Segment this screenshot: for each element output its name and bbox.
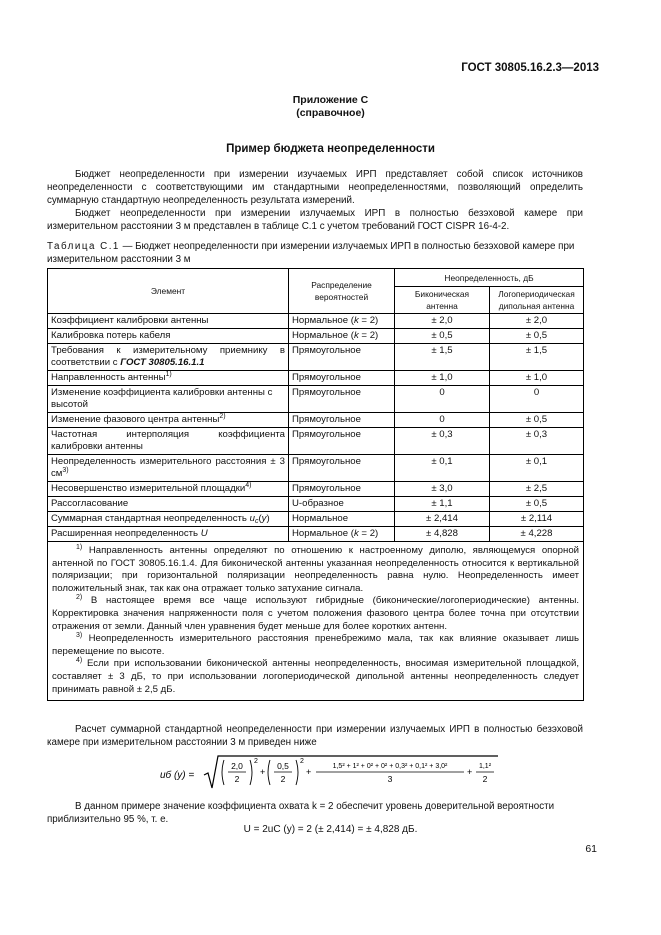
table-notes (48, 542, 584, 701)
cell-bic: ± 2,0 (395, 314, 490, 329)
cell-distribution: Прямоугольное (289, 482, 395, 497)
cell-bic: ± 1,0 (395, 371, 490, 386)
cell-element: Калибровка потерь кабеля (48, 329, 289, 344)
calc-paragraph: Расчет суммарной стандартной неопределенности при измерении излучаемых ИРП в полностью безэховой камере при измерительном расстоянии 3 м приведен ниже (47, 724, 583, 748)
cell-log: ± 2,5 (490, 482, 584, 497)
cell-element: Направленность антенны$^{1)}$ (48, 371, 289, 386)
cell-element: Рассогласование (48, 497, 289, 512)
cell-distribution: Нормальное (289, 512, 395, 527)
table-row (48, 329, 584, 344)
cell-log: ± 0,1 (490, 455, 584, 482)
table-row (48, 428, 584, 455)
cell-log: ± 2,0 (490, 314, 584, 329)
cell-bic: ± 4,828 (395, 527, 490, 542)
uncertainty-table (47, 268, 584, 701)
cell-bic: ± 0,5 (395, 329, 490, 344)
cell-log: ± 0,3 (490, 428, 584, 455)
header-distribution: Распределение вероятностей (289, 269, 395, 314)
term4-den: 2 (482, 774, 488, 784)
paren-left (268, 760, 270, 785)
cell-element: Коэффициент калибровки антенны (48, 314, 289, 329)
table-caption (47, 240, 587, 266)
cell-element: Расширенная неопределенность U (48, 527, 289, 542)
paren-right (250, 760, 252, 785)
footnote-3: $^{3)}$ Неопределенность измерительного расстояния пренебрежимо мала, так как влияние оказывает лишь перемещение по высоте. (52, 632, 580, 657)
section-title: Пример бюджета неопределенности (226, 143, 435, 155)
cell-distribution: Прямоугольное (289, 428, 395, 455)
doc-id: ГОСТ 30805.16.2.3—2013 (461, 62, 599, 74)
table-row (48, 386, 584, 413)
formula-lhs: uб (y) = (160, 770, 195, 781)
cell-element: Требования к измерительному приемнику в соответствии с ГОСТ 30805.16.1.1 (48, 344, 289, 371)
cell-distribution: U-образное (289, 497, 395, 512)
header-uncertainty: Неопределенность, дБ (395, 269, 584, 287)
term3-den: 3 (387, 774, 393, 784)
term1-sq: 2 (254, 758, 258, 765)
term2-sq: 2 (300, 758, 304, 765)
cell-log: ± 1,5 (490, 344, 584, 371)
table-row (48, 314, 584, 329)
cell-element: Неопределенность измерительного расстояния ± 3 $см^{3)}$ (48, 455, 289, 482)
term2-num: 0,5 (277, 761, 289, 771)
table-notes-row (48, 542, 584, 701)
plus-sign: + (467, 767, 473, 777)
cell-bic: ± 2,414 (395, 512, 490, 527)
cell-distribution: Прямоугольное (289, 455, 395, 482)
cell-bic: ± 1,5 (395, 344, 490, 371)
header-biconical: Биконическая антенна (395, 287, 490, 314)
table-caption-text: — Бюджет неопределенности при измерении излучаемых ИРП в полностью безэховой камере при измерительном расстоянии 3 м (47, 241, 575, 265)
table-row (48, 527, 584, 542)
table-caption-label: Таблица С.1 (47, 241, 120, 252)
cell-bic: ± 1,1 (395, 497, 490, 512)
plus-sign: + (260, 767, 266, 777)
cell-log: 0 (490, 386, 584, 413)
cell-bic: ± 0,1 (395, 455, 490, 482)
page-number: 61 (585, 843, 597, 855)
cell-bic: ± 0,3 (395, 428, 490, 455)
term2-den: 2 (280, 774, 286, 784)
cell-distribution: Нормальное (k = 2) (289, 527, 395, 542)
coverage-paragraph: В данном примере значение коэффициента охвата k = 2 обеспечит уровень доверительной вероятности приблизительно 95 %, т. е. (47, 801, 555, 825)
header-logperiodic: Логопериодическая дипольная антенна (490, 287, 584, 314)
table-row (48, 482, 584, 497)
term4-num: 1,1² (478, 763, 492, 770)
cell-log: ± 0,5 (490, 329, 584, 344)
cell-log: ± 1,0 (490, 371, 584, 386)
term3-num: 1,5² + 1² + 0² + 0² + 0,3² + 0,1² + 3,0² (332, 763, 448, 770)
plus-sign: + (306, 767, 312, 777)
cell-bic: ± 3,0 (395, 482, 490, 497)
cell-log: ± 0,5 (490, 413, 584, 428)
cell-element: Изменение фазового центра антенны$^{2)}$ (48, 413, 289, 428)
cell-log: ± 2,114 (490, 512, 584, 527)
cell-distribution: Прямоугольное (289, 344, 395, 371)
cell-distribution: Нормальное (k = 2) (289, 329, 395, 344)
expanded-uncertainty-equation: U = 2uC (y) = 2 (± 2,414) = ± 4,828 дБ. (243, 824, 418, 835)
term1-num: 2,0 (231, 761, 243, 771)
paren-left (222, 760, 224, 785)
cell-log: ± 4,228 (490, 527, 584, 542)
cell-distribution: Нормальное (k = 2) (289, 314, 395, 329)
footnote-2: $^{2)}$ В настоящее время все чаще используют гибридные (биконические/логопериодические) антенны. Корректировка значения напряженности поля с учетом положения фазового центра более точна при отсутствии отражения от земли. Данный член уравнения будет меньше для более коротких антенн. (52, 594, 580, 632)
cell-distribution: Прямоугольное (289, 386, 395, 413)
combined-uncertainty-formula (160, 754, 500, 794)
header-element: Элемент (48, 269, 289, 314)
cell-element: Изменение коэффициента калибровки антенны с высотой (48, 386, 289, 413)
intro-paragraph-2: Бюджет неопределенности при измерении излучаемых ИРП в полностью безэховой камере при измерительном расстоянии 3 м представлен в таблице С.1 с учетом требований ГОСТ CISPR 16-4-2. (47, 208, 583, 232)
table-row (48, 497, 584, 512)
cell-distribution: Прямоугольное (289, 371, 395, 386)
term1-den: 2 (234, 774, 240, 784)
paren-right (296, 760, 298, 785)
intro-paragraph-1: Бюджет неопределенности при измерении изучаемых ИРП представляет собой список источников неопределенности с соответствующими им стандартными неопределенностями, позволяющий определить суммарную стандартную неопределенность результата измерений. (47, 169, 583, 206)
appendix-subtitle: (справочное) (296, 107, 365, 119)
table-row (48, 413, 584, 428)
cell-distribution: Прямоугольное (289, 413, 395, 428)
appendix-title: Приложение С (292, 94, 369, 106)
appendix-heading (0, 94, 661, 120)
table-header-row (48, 269, 584, 287)
table-row (48, 512, 584, 527)
table-row (48, 371, 584, 386)
cell-element: Несовершенство измерительной площадки$^{4)}$ (48, 482, 289, 497)
table-row (48, 344, 584, 371)
table-row (48, 455, 584, 482)
footnote-1: $^{1)}$ Направленность антенны определяют по отношению к настроенному диполю, являющемуся опорной антенной по ГОСТ 30805.16.1.4. Для биконической антенны указанная неопределенность относится к вертикальной поляризации; при горизонтальной поляризации неопределенность равна нулю. Неопределенность имеет положительный знак, так как она отражает только затухание сигнала. (52, 544, 580, 594)
cell-element: Частотная интерполяция коэффициента калибровки антенны (48, 428, 289, 455)
cell-log: ± 0,5 (490, 497, 584, 512)
cell-element: Суммарная стандартная неопределенность $u_c(y)$ (48, 512, 289, 527)
cell-bic: 0 (395, 386, 490, 413)
footnote-4: $^{4)}$ Если при использовании биконической антенны неопределенность, вносимая измерительной площадкой, составляет ± 3 дБ, то при использовании логопериодической дипольной антенны неопределенность следует принимать равной ± 2,5 дБ. (52, 657, 580, 695)
cell-bic: 0 (395, 413, 490, 428)
